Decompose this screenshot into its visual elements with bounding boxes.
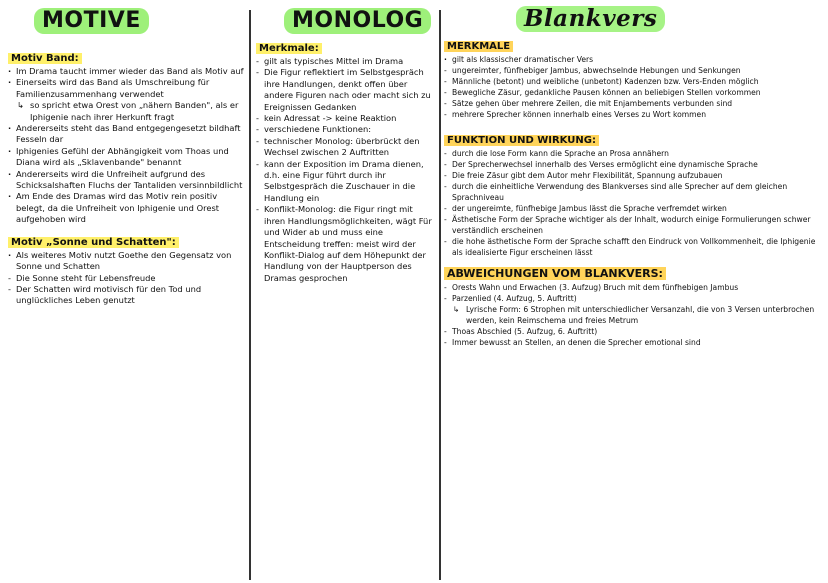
- list-item: - Die freie Zäsur gibt dem Autor mehr Flexibilität, Spannung aufzubauen: [444, 170, 824, 181]
- list-item: - Thoas Abschied (5. Aufzug, 6. Auftritt): [444, 326, 824, 337]
- motiv-band-heading: Motiv Band:: [8, 53, 82, 64]
- motiv-sonne-heading: Motiv „Sonne und Schatten":: [8, 237, 179, 248]
- list-item: - ungereimter, fünfhebiger Jambus, abwechselnde Hebungen und Senkungen: [444, 65, 824, 76]
- list-item: - Konflikt-Monolog: die Figur ringt mit ihren Handlungsmöglichkeiten, wägt Für und Wider ab und muss eine Entscheidung treffen: meist wird der Konflikt-Dialog auf dem Höhepunkt der Handlung von der Hauptperson des Dramas gesprochen: [256, 204, 436, 284]
- list-item: - mehrere Sprecher können innerhalb eines Verses zu Wort kommen: [444, 109, 824, 120]
- list-item: · Als weiteres Motiv nutzt Goethe den Gegensatz von Sonne und Schatten: [8, 250, 244, 273]
- list-item: - Immer bewusst an Stellen, an denen die Sprecher emotional sind: [444, 337, 824, 348]
- funktion-heading: FUNKTION UND WIRKUNG:: [444, 135, 599, 146]
- list-item: - Die Figur reflektiert im Selbstgespräch ihre Handlungen, denkt offen über andere Figuren nach oder macht sich zu Ereignissen Gedanken: [256, 67, 436, 113]
- list-item: - die hohe ästhetische Form der Sprache schafft den Eindruck von Vollkommenheit, die Iphigenie als idealisierte Figur erscheinen lässt: [444, 236, 824, 258]
- monolog-column: [256, 0, 436, 284]
- list-item: - durch die einheitliche Verwendung des Blankverses sind alle Sprecher auf dem gleichen Sprachniveau: [444, 181, 824, 203]
- list-item: · Einerseits wird das Band als Umschreibung für Familienzusammenhang verwendet: [8, 77, 244, 100]
- blankvers-title: Blankvers: [516, 6, 665, 32]
- funktion-list: [444, 148, 824, 258]
- list-item: - Sätze gehen über mehrere Zeilen, die mit Enjambements verbunden sind: [444, 98, 824, 109]
- abweichungen-list: [444, 282, 824, 348]
- motive-title: MOTIVE: [34, 8, 149, 34]
- list-item: - kein Adressat -> keine Reaktion: [256, 113, 436, 124]
- list-item-sub: ↳ so spricht etwa Orest von „nähern Banden", als er Iphigenie nach ihrer Herkunft fragt: [8, 100, 244, 123]
- blankvers-column: [444, 0, 824, 348]
- list-item: - Männliche (betont) und weibliche (unbetont) Kadenzen bzw. Vers-Enden möglich: [444, 76, 824, 87]
- list-item: - Orests Wahn und Erwachen (3. Aufzug) Bruch mit dem fünfhebigen Jambus: [444, 282, 824, 293]
- monolog-list: [256, 56, 436, 284]
- blankvers-merkmale-heading: MERKMALE: [444, 41, 513, 52]
- abweichungen-heading: ABWEICHUNGEN VOM BLANKVERS:: [444, 267, 666, 280]
- motive-column: [8, 0, 244, 307]
- list-item: - Parzenlied (4. Aufzug, 5. Auftritt): [444, 293, 824, 304]
- list-item: - Bewegliche Zäsur, gedankliche Pausen können an beliebigen Stellen vorkommen: [444, 87, 824, 98]
- blankvers-merkmale-list: [444, 54, 824, 120]
- list-item-sub: ↳ Lyrische Form: 6 Strophen mit unterschiedlicher Versanzahl, die von 3 Versen unterbrochen werden, kein Reimschema und freies Metrum: [444, 304, 824, 326]
- monolog-merkmale-heading: Merkmale:: [256, 43, 322, 54]
- list-item: · Andererseits wird die Unfreiheit aufgrund des Schicksalshaften Fluchs der Tantaliden versinnbildlicht: [8, 169, 244, 192]
- list-item: - kann der Exposition im Drama dienen, d.h. eine Figur führt durch ihr Selbstgespräch die Zuschauer in die Handlung ein: [256, 159, 436, 205]
- list-item: - Ästhetische Form der Sprache wichtiger als der Inhalt, wodurch einige Formulierungen schwer verständlich erscheinen: [444, 214, 824, 236]
- list-item: - Die Sonne steht für Lebensfreude: [8, 273, 244, 284]
- list-item: - gilt als typisches Mittel im Drama: [256, 56, 436, 67]
- list-item: · gilt als klassischer dramatischer Vers: [444, 54, 824, 65]
- list-item: - Der Schatten wird motivisch für den Tod und unglückliches Leben genutzt: [8, 284, 244, 307]
- column-divider: [439, 10, 441, 580]
- list-item: - Der Sprecherwechsel innerhalb des Verses ermöglicht eine dynamische Sprache: [444, 159, 824, 170]
- list-item: - technischer Monolog: überbrückt den Wechsel zwischen 2 Auftritten: [256, 136, 436, 159]
- list-item: - verschiedene Funktionen:: [256, 124, 436, 135]
- column-divider: [249, 10, 251, 580]
- list-item: - durch die lose Form kann die Sprache an Prosa annähern: [444, 148, 824, 159]
- motiv-sonne-list: [8, 250, 244, 307]
- list-item: · Iphigenies Gefühl der Abhängigkeit vom Thoas und Diana wird als „Sklavenbande" benannt: [8, 146, 244, 169]
- list-item: · Andererseits steht das Band entgegengesetzt bildhaft Fesseln dar: [8, 123, 244, 146]
- monolog-title: MONOLOG: [284, 8, 431, 34]
- list-item: - der ungereimte, fünfhebige Jambus lässt die Sprache verfremdet wirken: [444, 203, 824, 214]
- motiv-band-list: [8, 66, 244, 226]
- list-item: · Am Ende des Dramas wird das Motiv rein positiv belegt, da die Unfreiheit von Iphigenie und Orest aufgehoben wird: [8, 191, 244, 225]
- list-item: · Im Drama taucht immer wieder das Band als Motiv auf: [8, 66, 244, 77]
